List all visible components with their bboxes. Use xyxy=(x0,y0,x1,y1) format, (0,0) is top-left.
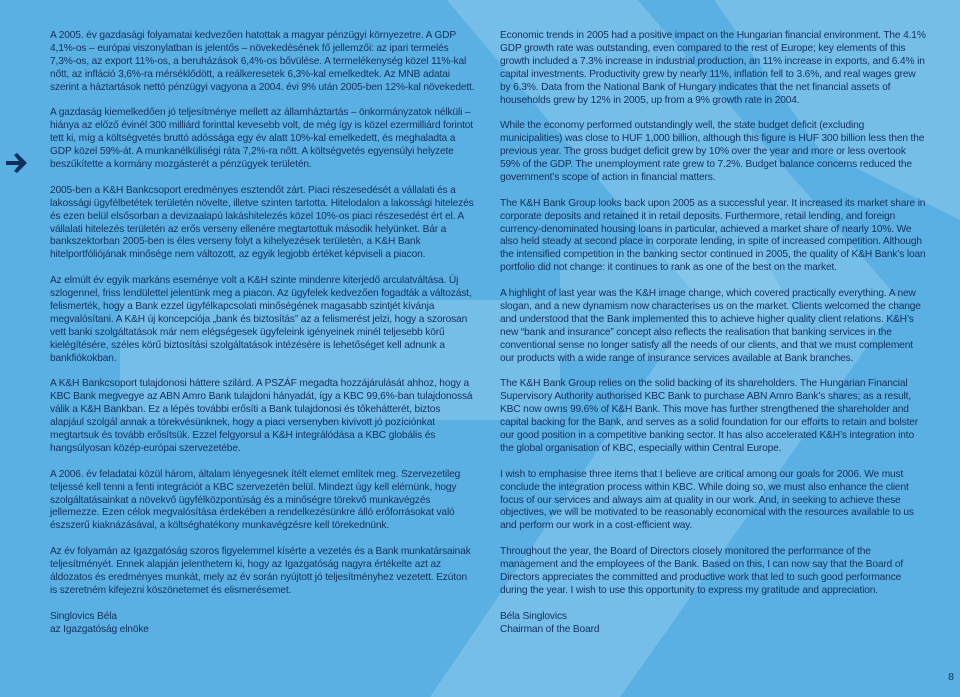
hu-paragraph-2: A gazdaság kiemelkedően jó teljesítménye mellett az államháztartás – önkormányzatok nélküli – hiánya az előző évinél 300 milliárd forinttal kevesebb volt, de még így is közel ezermilliárd forintot tett ki, míg a költségvetés bruttó adóssága egy év alatt 10%-kal emelkedett, és meghaladta a GDP közel 59%-át. A munkanélküliségi ráta 7,2%-ra nőtt. A költségvetés egyensúlyi helyzete beszűkítette a kormány mozgásterét a pénzügyek területén. xyxy=(50,107,473,171)
en-paragraph-1: Economic trends in 2005 had a positive impact on the Hungarian financial environment. The 4.1% GDP growth rate was outstanding, even compared to the rest of Europe; key elements of this growth included a 7.3% increase in industrial production, an 11% increase in exports, and 6.4% in capital investments. Productivity grew by nearly 11%, inflation fell to 3.6%, and real wages grew by 6.3%. Data from the National Bank of Hungary indicates that the net financial assets of households grew by 12% in 2005, up from a 9% growth rate in 2004. xyxy=(500,30,926,106)
hu-paragraph-3: 2005-ben a K&H Bankcsoport eredményes esztendőt zárt. Piaci részesedését a vállalati és a lakossági ügyfélbetétek területén növelte, illetve szinten tartotta. Hitelodalon a lakossági hitelezés és ezen belül elsősorban a devizaalapú lakáshitelezés közel 10%-os piaci részesedést ért el. A vállalati hitelezés területén az erős verseny ellenére megtartottuk második helyünket. Bár a bankszektorban 2005-ben is éles verseny folyt a kihelyezések területén, a K&H Bank hitelportfóliójának minősége nem változott, az egyik legjobb értéket képviseli a piacon. xyxy=(50,184,474,261)
hu-paragraph-6: A 2006. év feladatai közül három, általam lényegesnek ítélt elemet említek meg. Szervezetileg teljessé kell tenni a fenti integrációt a KBC szervezetén belül. Mindezt úgy kell elérnünk, hogy szolgáltatásainkat a növekvő ügyfélközpontúság és a minőségre törekvő munkavégzés jellemezze. Ezen célok megvalósítása érdekében a rendelkezésünkre álló erőforrásokat való észszerű kiaknázásával, a költséghatékony munkavégzésre kell törekednünk. xyxy=(50,468,461,532)
en-paragraph-6: I wish to emphasise three items that I believe are critical among our goals for 2006. We must conclude the integration process within KBC. While doing so, we must also enhance the client focus of our services and always aim at quality in our work. And, in seeking to achieve these objectives, we will be motivated to be reasonably economical with the resources available to us and perform our work in a cost-efficient way. xyxy=(500,468,914,532)
en-paragraph-5: The K&H Bank Group relies on the solid backing of its shareholders. The Hungarian Financial Supervisory Authority authorised KBC Bank to purchase ABN Amro Bank’s shares; as a result, KBC now owns 99.6% of K&H Bank. This move has further strengthened the shareholder and capital backing for the Bank, and serves as a solid foundation for our efforts to retain and bolster our good position in a competitive banking sector. It has also accelerated K&H’s integration into the global organisation of KBC, especially within Central Europe. xyxy=(500,378,919,454)
hu-paragraph-5: A K&H Bankcsoport tulajdonosi háttere szilárd. A PSZÁF megadta hozzájárulását ahhoz, hogy a KBC Bank megvegye az ABN Amro Bank tulajdoni hányadát, így a KBC 99,6%-ban tulajdonossá válik a K&H Bankban. Ez a lépés további erősíti a Bank tulajdonosi és tőkehátterét, biztos alapjául szolgál annak a törekvésünknek, hogy a piaci versenyben kivívott jó pozíciónkat megtartsuk és tovább erősítsük. Ezzel felgyorsul a K&H integrálódása a KBC globális és hangsúlyosan közép-európai szervezetébe. xyxy=(50,378,473,454)
arrow-right-icon xyxy=(4,150,30,176)
hungarian-column xyxy=(50,30,476,636)
hu-paragraph-4: Az elmúlt év egyik markáns eseménye volt a K&H szinte mindenre kiterjedő arculatváltása. Új szlogennel, friss lendülettel jelentünk meg a piacon. Az ügyfelek kedvezően fogadták a változást, felismerték, hogy a Bank ezzel ügyfélkapcsolati minőségének magasabb szintjét kívánja megvalósítani. A K&H új koncepciója „bank és biztosítás” az a felismerést jelzi, hogy a szorosan vett banki szolgáltatások már nem elégségesek ügyfeleink igényeinek minél teljesebb körű kielégítésére, széles körű biztosítási szolgáltatások intézésére is lehetőséget kell adnunk a bankfiókokban. xyxy=(50,275,472,364)
english-column xyxy=(500,30,928,636)
en-signature-title: Chairman of the Board xyxy=(500,623,600,635)
hu-paragraph-1: A 2005. év gazdasági folyamatai kedvezően hatottak a magyar pénzügyi környezetre. A GDP 4,1%-os – európai viszonylatban is jelentős – növekedésének fő jellemzői: az ipari termelés 7,3%-os, az export 11%-os, a beruházások 6,4%-os bővülése. A termelékenység közel 11%-kal nőtt, az infláció 3,6%-ra mérséklődött, a reálkeresetek 6,3%-kal emelkedtek. Az MNB adatai szerint a háztartások nettó pénzügyi vagyona a 2004. évi 9% után 2005-ben 12%-kal növekedett. xyxy=(50,30,475,93)
hu-paragraph-7: Az év folyamán az Igazgatóság szoros figyelemmel kísérte a vezetés és a Bank munkatársainak teljesítményét. Ennek alapján jelenthetem ki, hogy az Igazgatóság nagyra értékelte azt az áldozatos és eredményes munkát, mely az év során nyújtott jó teljesítményhez vezetett. Ezúton is szeretném kifejezni köszönetemet és elismerésemet. xyxy=(50,546,471,596)
en-signature-name: Béla Singlovics xyxy=(500,610,567,622)
en-signature xyxy=(500,611,928,637)
page-number: 8 xyxy=(948,671,954,683)
en-paragraph-2: While the economy performed outstandingly well, the state budget deficit (excluding municipalities) was close to HUF 1,000 billion, although this figure is HUF 300 billion less then the previous year. The gross budget deficit grew by 10% over the year and more or less overtook 59% of the GDP. The unemployment rate grew to 7.2%. Budget balance concerns reduced the government’s scope of action in financial matters. xyxy=(500,120,925,183)
en-paragraph-3: The K&H Bank Group looks back upon 2005 as a successful year. It increased its market share in corporate deposits and retained it in retail deposits. Furthermore, retail lending, and foreign currency-denominated housing loans in particular, achieved a market share of nearly 10%. We also held steady at second place in corporate lending, in spite of increased competition. Although the intensified competition in the banking sector continued in 2005, the quality of K&H Bank’s loan portfolio did not change: it continues to rank as one of the best on the market. xyxy=(500,197,926,274)
hu-signature xyxy=(50,611,476,637)
hu-signature-name: Singlovics Béla xyxy=(50,610,117,622)
hu-signature-title: az Igazgatóság elnöke xyxy=(50,623,149,635)
en-paragraph-4: A highlight of last year was the K&H image change, which covered practically everything. A new slogan, and a new dynamism now characterises us on the market. Clients welcomed the change and understood that the Bank implemented this to achieve higher quality client relations. K&H’s new “bank and insurance” concept also reflects the realisation that banking services in the conventional sense no longer satisfy all the needs of our clients, and that we must complement our products with a wide range of insurance services available at Bank branches. xyxy=(500,288,921,364)
en-paragraph-7: Throughout the year, the Board of Directors closely monitored the performance of the management and the employees of the Bank. Based on this, I can now say that the Board of Directors appreciates the committed and productive work that led to such good performance during the year. I wish to use this opportunity to express my gratitude and appreciation. xyxy=(500,546,904,596)
